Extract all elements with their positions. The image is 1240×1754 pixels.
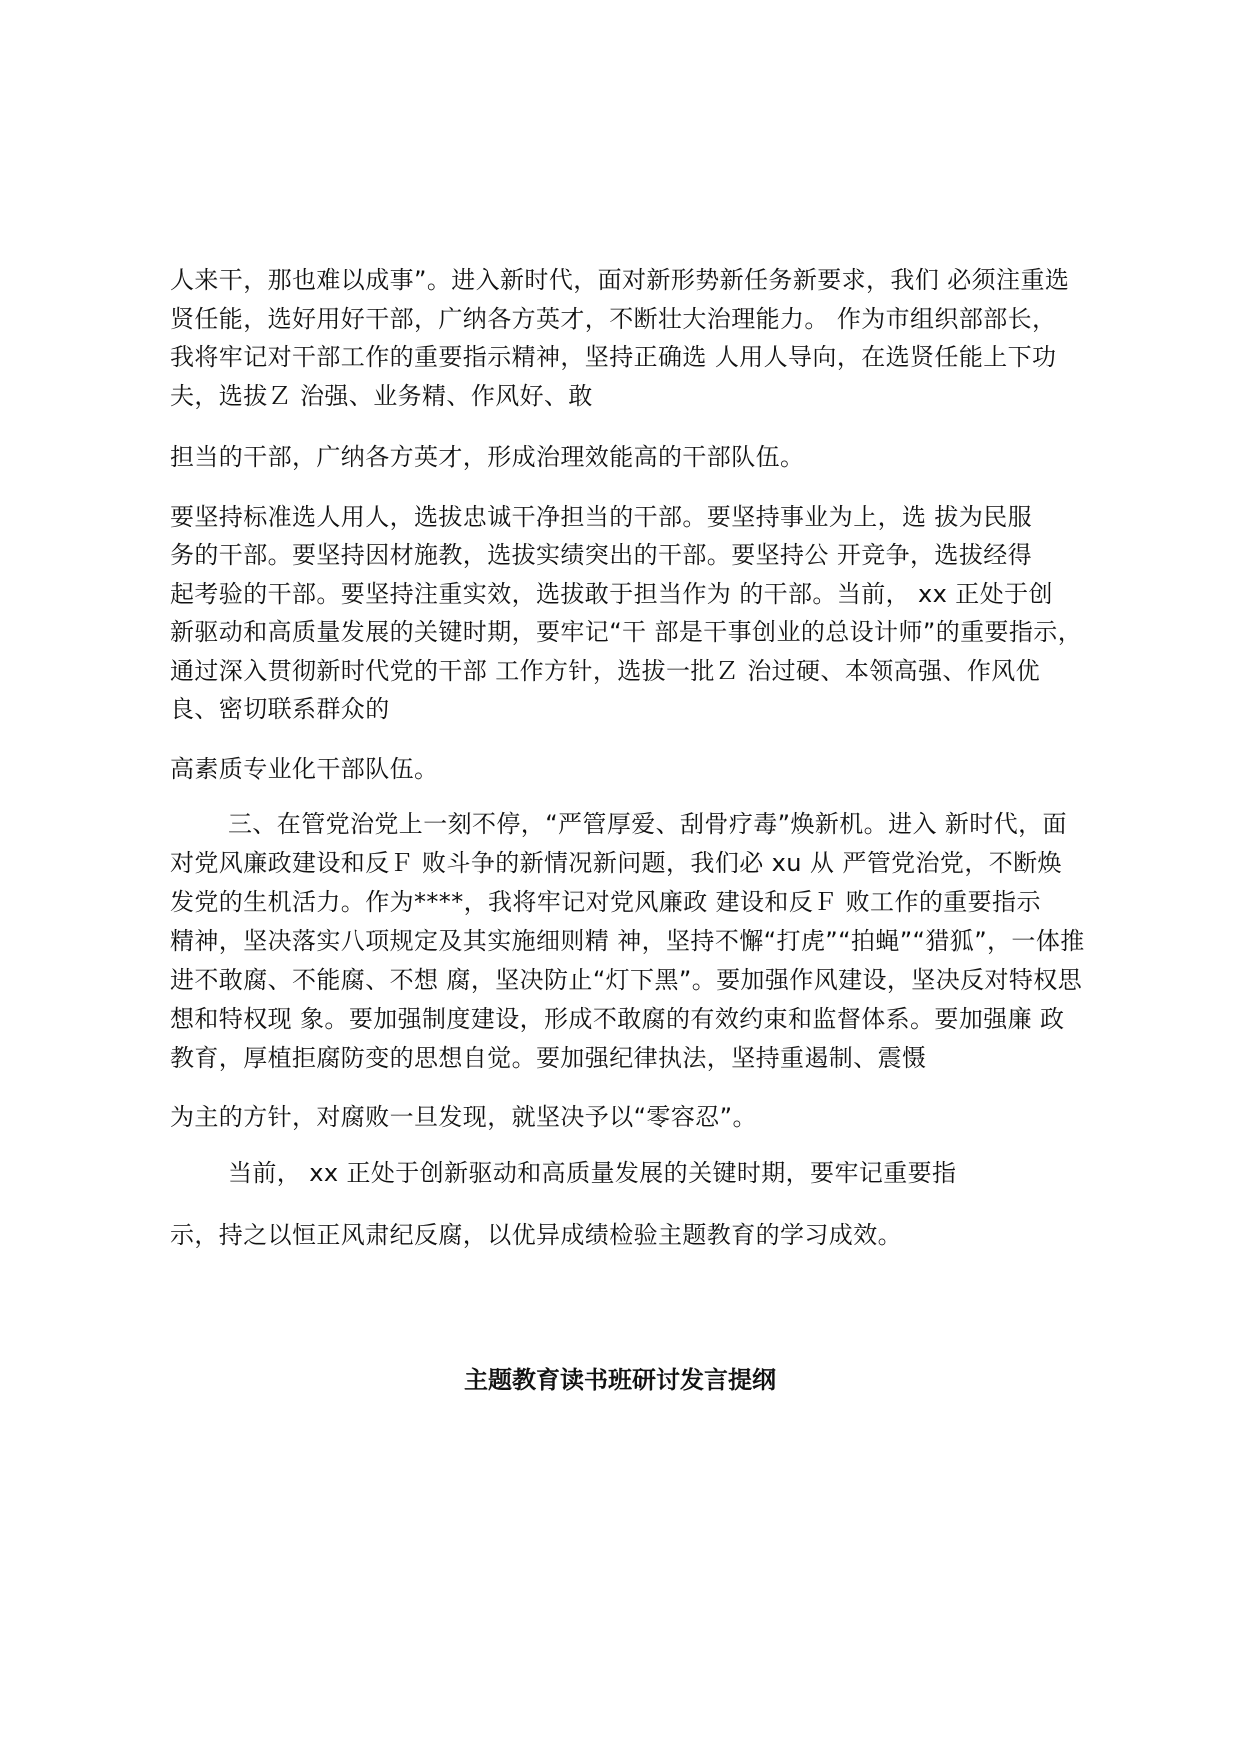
paragraph-8-line-1: 示，持之以恒正风肃纪反腐，以优异成绩检验主题教育的学习成效。: [170, 1221, 902, 1249]
paragraph-1-line-4: 夫，选拔Ｚ 治强、业务精、作风好、敢: [170, 382, 593, 410]
paragraph-3-line-5: 通过深入贯彻新时代党的干部 工作方针，选拔一批Ｚ 治过硬、本领高强、作风优: [170, 657, 1041, 685]
paragraph-1-line-3: 我将牢记对干部工作的重要指示精神，坚持正确选 人用人导向，在选贤任能上下功: [170, 343, 1057, 371]
paragraph-5-line-4: 精神，坚决落实八项规定及其实施细则精 神，坚持不懈“打虎”“拍蝇”“猎狐”，一体推: [170, 927, 1085, 955]
paragraph-7-line-1: 当前， xx 正处于创新驱动和高质量发展的关键时期，要牢记重要指: [228, 1159, 957, 1187]
paragraph-3-line-6: 良、密切联系群众的: [170, 695, 390, 723]
paragraph-5-line-7: 教育，厚植拒腐防变的思想自觉。要加强纪律执法，坚持重遏制、震慑: [170, 1044, 927, 1072]
paragraph-3-line-2: 务的干部。要坚持因材施教，选拔实绩突出的干部。要坚持公 开竞争，选拔经得: [170, 541, 1033, 569]
paragraph-2-line-1: 担当的干部，广纳各方英才，形成治理效能高的干部队伍。: [170, 443, 805, 471]
paragraph-3-line-4: 新驱动和高质量发展的关键时期，要牢记“干 部是干事创业的总设计师”的重要指示，: [170, 618, 1083, 646]
paragraph-5-line-2: 对党风廉政建设和反Ｆ 败斗争的新情况新问题，我们必 xu 从 严管党治党，不断焕: [170, 849, 1062, 877]
paragraph-6-line-1: 为主的方针，对腐败一旦发现，就坚决予以“零容忍”。: [170, 1103, 757, 1131]
paragraph-5-line-3: 发党的生机活力。作为****，我将牢记对党风廉政 建设和反Ｆ 败工作的重要指示: [170, 888, 1041, 916]
paragraph-3-line-3: 起考验的干部。要坚持注重实效，选拔敢于担当作为 的干部。当前， xx 正处于创: [170, 580, 1053, 608]
paragraph-1-line-1: 人来干，那也难以成事”。进入新时代，面对新形势新任务新要求，我们 必须注重选: [170, 266, 1070, 294]
paragraph-5-line-6: 想和特权现 象。要加强制度建设，形成不敢腐的有效约束和监督体系。要加强廉 政: [170, 1005, 1065, 1033]
section-title: 主题教育读书班研讨发言提纲: [464, 1366, 776, 1394]
paragraph-5-line-1: 三、在管党治党上一刻不停，“严管厚爱、刮骨疗毒”焕新机。进入 新时代，面: [228, 810, 1067, 838]
paragraph-4-line-1: 高素质专业化干部队伍。: [170, 755, 439, 783]
paragraph-3-line-1: 要坚持标准选人用人，选拔忠诚干净担当的干部。要坚持事业为上，选 拔为民服: [170, 503, 1033, 531]
paragraph-5-line-5: 进不敢腐、不能腐、不想 腐，坚决防止“灯下黑”。要加强作风建设，坚决反对特权思: [170, 966, 1083, 994]
paragraph-1-line-2: 贤任能，选好用好干部，广纳各方英才，不断壮大治理能力。 作为市组织部部长，: [170, 305, 1057, 333]
